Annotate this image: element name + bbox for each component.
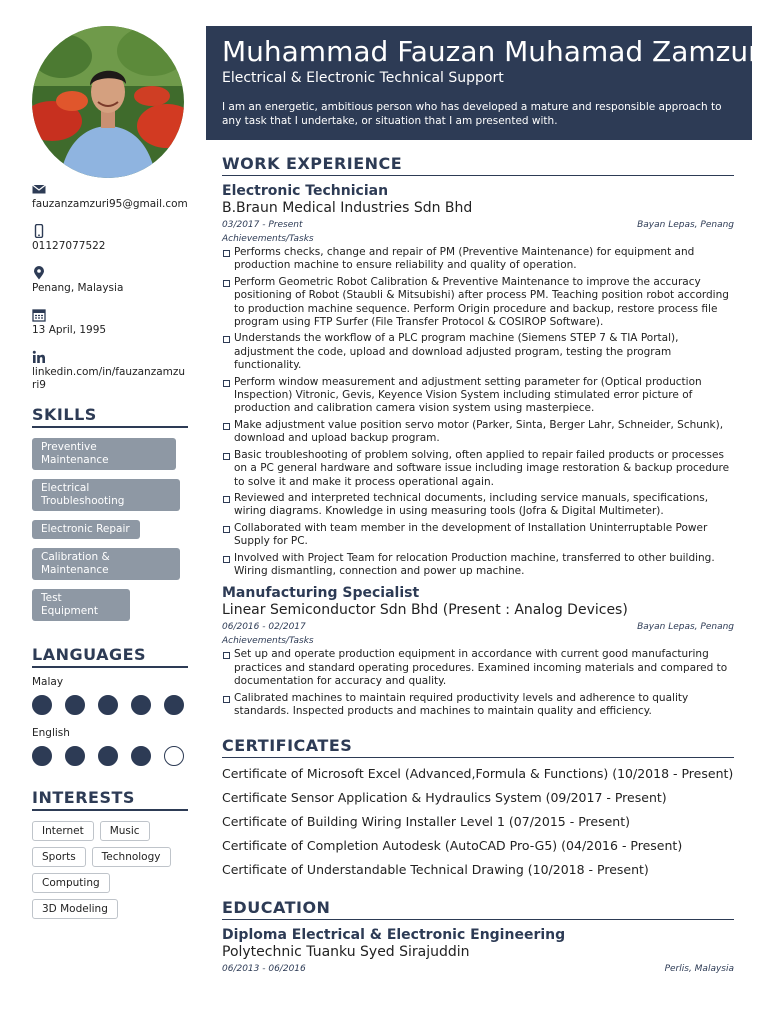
education-heading: EDUCATION xyxy=(222,898,734,920)
skill-tag: Test Equipment xyxy=(32,589,130,621)
language-name: English xyxy=(32,727,70,739)
job-entry xyxy=(222,183,734,578)
bullet-item: Involved with Project Team for relocation Production machine, transferred to other building. Wiring dismantling, connection and power up machine. xyxy=(222,552,734,579)
job-location: Bayan Lepas, Penang xyxy=(637,622,734,633)
education-entry xyxy=(222,927,734,974)
profile-photo-image xyxy=(32,26,184,178)
candidate-role: Electrical & Electronic Technical Support xyxy=(222,70,504,86)
job-bullets xyxy=(222,246,734,578)
header-banner xyxy=(206,26,768,140)
job-meta xyxy=(222,622,734,632)
bullet-item: Reviewed and interpreted technical documents, including service manuals, specifications, wiring diagrams. Knowledge in using measuring tools (Jofra & Digital Multimeter). xyxy=(222,492,734,519)
linkedin-text[interactable]: linkedin.com/in/fauzanzamzuri9 xyxy=(32,366,186,391)
level-dot xyxy=(32,695,52,715)
job-bullets xyxy=(222,648,734,718)
education-meta xyxy=(222,964,734,974)
bullet-item: Perform window measurement and adjustment setting parameter for (Optical production Inspection) Vitronic, Gevis, Keyence Vision System including stimulated error picture of production and calibration camera vision system using masterpiece. xyxy=(222,376,734,416)
skills-list xyxy=(32,438,180,621)
certificate-item: Certificate Sensor Application & Hydraulics System (09/2017 - Present) xyxy=(222,790,667,806)
interest-tag: Computing xyxy=(32,873,110,893)
certificate-item: Certificate of Completion Autodesk (AutoCAD Pro-G5) (04/2016 - Present) xyxy=(222,838,683,854)
job-title: Electronic Technician xyxy=(222,183,389,199)
bullet-item: Understands the workflow of a PLC program machine (Siemens STEP 7 & TIA Portal), adjustment the code, upload and download adjusted program, testing the program functionality. xyxy=(222,332,734,372)
job-dates: 06/2016 - 02/2017 xyxy=(222,622,306,633)
level-dot xyxy=(65,695,85,715)
location-text: Penang, Malaysia xyxy=(32,282,124,294)
languages-list xyxy=(32,676,188,766)
contact-phone[interactable] xyxy=(32,224,188,253)
level-dot xyxy=(131,746,151,766)
level-dot xyxy=(164,746,184,766)
interest-tag: Sports xyxy=(32,847,86,867)
birthdate-text: 13 April, 1995 xyxy=(32,324,107,336)
bullet-item: Calibrated machines to maintain required productivity levels and adherence to quality standards. Inspected products and machines to maintain quality and efficiency. xyxy=(222,692,734,719)
job-dates: 03/2017 - Present xyxy=(222,220,303,230)
job-entry xyxy=(222,585,734,718)
interest-tag: Music xyxy=(100,821,150,841)
level-dot xyxy=(164,695,184,715)
level-dot xyxy=(98,695,118,715)
envelope-icon xyxy=(32,182,46,196)
profile-photo xyxy=(32,26,184,178)
skill-tag: Calibration & Maintenance xyxy=(32,548,180,580)
level-dot xyxy=(98,746,118,766)
phone-icon xyxy=(32,224,46,238)
contact-location xyxy=(32,266,188,295)
location-pin-icon xyxy=(32,266,46,280)
achievements-label: Achievements/Tasks xyxy=(222,636,314,647)
certificate-item: Certificate of Understandable Technical Drawing (10/2018 - Present) xyxy=(222,862,649,878)
main-content xyxy=(222,154,734,974)
skill-tag: Electrical Troubleshooting xyxy=(32,479,180,511)
bullet-item: Set up and operate production equipment in accordance with current good manufacturing practices and standard operating procedures. Examined incoming materials and compared to documentation for accuracy and quality. xyxy=(222,648,734,688)
education-location: Perlis, Malaysia xyxy=(664,964,734,975)
certificates-list xyxy=(222,766,734,878)
candidate-name: Muhammad Fauzan Muhamad Zamzuri xyxy=(222,35,768,68)
skill-tag: Electronic Repair xyxy=(32,520,140,539)
language-level-dots xyxy=(32,746,188,766)
level-dot xyxy=(32,746,52,766)
achievements-label: Achievements/Tasks xyxy=(222,234,314,244)
work-experience-heading: WORK EXPERIENCE xyxy=(222,154,734,176)
contact-list xyxy=(32,182,188,392)
certificates-heading: CERTIFICATES xyxy=(222,736,734,758)
interest-tag: 3D Modeling xyxy=(32,899,118,919)
bullet-item: Collaborated with team member in the development of Installation Uninterruptable Power Supply for PC. xyxy=(222,522,734,549)
contact-linkedin[interactable] xyxy=(32,350,188,392)
contact-email[interactable] xyxy=(32,182,188,211)
email-text[interactable]: fauzanzamzuri95@gmail.com xyxy=(32,198,188,210)
level-dot xyxy=(131,695,151,715)
skills-heading: SKILLS xyxy=(32,405,188,428)
profile-summary: I am an energetic, ambitious person who has developed a mature and responsible approach to any task that I undertake, or situation that I am presented with. xyxy=(222,101,722,127)
job-meta xyxy=(222,220,734,230)
interest-tag: Technology xyxy=(92,847,171,867)
bullet-item: Perform Geometric Robot Calibration & Preventive Maintenance to improve the accuracy positioning of Robot (Staubli & Mitsubishi) after process PM. Teaching position robot according to production machine sequence. Perform Origin procedure and backup, restore process file program using FTP Surfer (File Transfer Protocol & COSIROP Software). xyxy=(222,276,734,330)
interest-tag: Internet xyxy=(32,821,94,841)
certificate-item: Certificate of Building Wiring Installer Level 1 (07/2015 - Present) xyxy=(222,814,630,830)
linkedin-icon xyxy=(32,350,46,364)
language-name: Malay xyxy=(32,676,64,688)
language-level-dots xyxy=(32,695,188,715)
bullet-item: Make adjustment value position servo motor (Parker, Sinta, Berger Lahr, Schneider, Schunk), download and upload backup program. xyxy=(222,419,734,446)
company-name: Linear Semiconductor Sdn Bhd (Present : Analog Devices) xyxy=(222,602,628,619)
education-dates: 06/2013 - 06/2016 xyxy=(222,964,306,975)
bullet-item: Performs checks, change and repair of PM (Preventive Maintenance) for equipment and production machine to ensure reliability and quality of operation. xyxy=(222,246,734,273)
contact-birthdate xyxy=(32,308,188,337)
degree-title: Diploma Electrical & Electronic Engineering xyxy=(222,927,566,944)
bullet-item: Basic troubleshooting of problem solving, often applied to repair failed products or processes on a PC general hardware and software issue including image restoration & backup procedure to solve it and make it process operational again. xyxy=(222,449,734,489)
level-dot xyxy=(65,746,85,766)
phone-text[interactable]: 01127077522 xyxy=(32,240,106,252)
sidebar xyxy=(32,26,188,919)
interests-list xyxy=(32,821,190,919)
languages-heading: LANGUAGES xyxy=(32,645,188,668)
skill-tag: Preventive Maintenance xyxy=(32,438,176,470)
calendar-icon xyxy=(32,308,46,322)
school-name: Polytechnic Tuanku Syed Sirajuddin xyxy=(222,944,470,961)
interests-heading: INTERESTS xyxy=(32,788,188,811)
job-location: Bayan Lepas, Penang xyxy=(637,220,734,230)
company-name: B.Braun Medical Industries Sdn Bhd xyxy=(222,200,473,216)
job-title: Manufacturing Specialist xyxy=(222,585,420,602)
certificate-item: Certificate of Microsoft Excel (Advanced,Formula & Functions) (10/2018 - Present) xyxy=(222,766,734,782)
